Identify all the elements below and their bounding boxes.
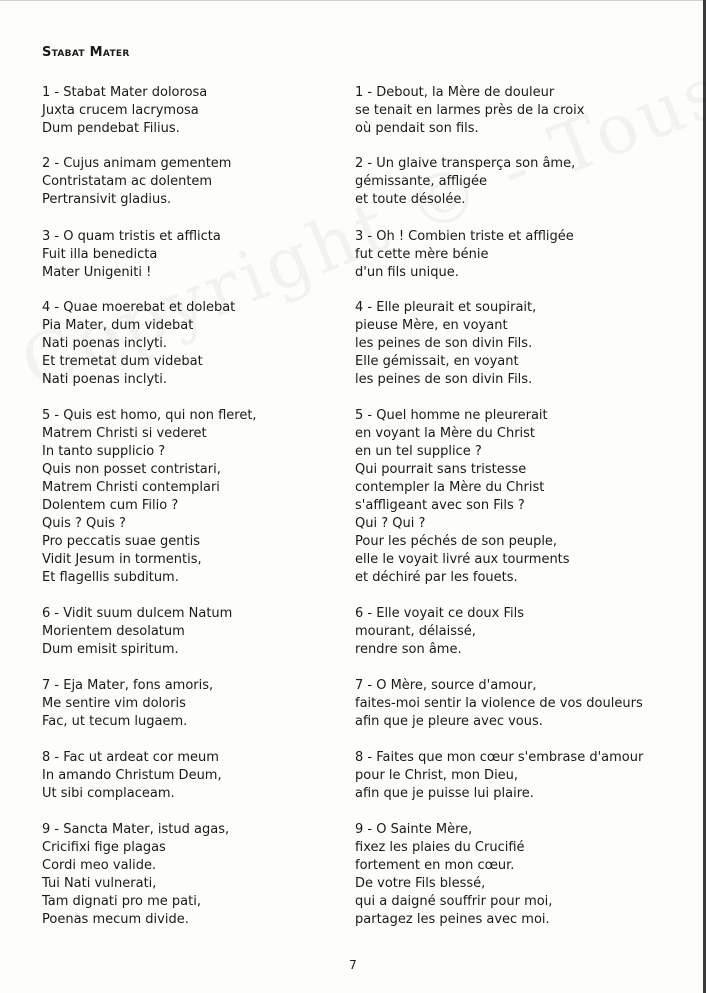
verse-line: les peines de son divin Fils.: [355, 336, 533, 351]
verse-line: fut cette mère bénie: [355, 247, 489, 262]
verse-line: 4 - Elle pleurait et soupirait,: [355, 300, 537, 315]
verse-line: 1 - Debout, la Mère de douleur: [355, 85, 555, 100]
verse-line: en voyant la Mère du Christ: [355, 426, 536, 441]
verse-line: fixez les plaies du Crucifié: [355, 840, 525, 855]
verse-line: Nati poenas inclyti.: [42, 336, 167, 351]
verse-line: Fac, ut tecum lugaem.: [42, 714, 188, 729]
verse-line: 4 - Quae moerebat et dolebat: [42, 300, 236, 315]
verse-line: 9 - Sancta Mater, istud agas,: [42, 822, 230, 837]
verse-line: 6 - Vidit suum dulcem Natum: [42, 606, 233, 621]
verse-line: contempler la Mère du Christ: [355, 480, 545, 495]
verse-line: Vidit Jesum in tormentis,: [42, 552, 202, 567]
page-top-edge: [0, 0, 706, 1]
verse-line: mourant, délaissé,: [355, 624, 476, 639]
stanza-3-french: [355, 228, 685, 282]
verse-line: Pia Mater, dum videbat: [42, 318, 194, 333]
verse-line: afin que je puisse lui plaire.: [355, 786, 534, 801]
verse-line: 7 - O Mère, source d'amour,: [355, 678, 537, 693]
verse-line: afin que je pleure avec vous.: [355, 714, 543, 729]
verse-line: Morientem desolatum: [42, 624, 185, 639]
stanza-1-french: [355, 84, 685, 138]
verse-line: et toute désolée.: [355, 192, 466, 207]
verse-line: 9 - O Sainte Mère,: [355, 822, 473, 837]
stanza-7-latin: [42, 677, 342, 731]
verse-line: Pro peccatis suae gentis: [42, 534, 200, 549]
verse-line: Dum emisit spiritum.: [42, 642, 179, 657]
verse-line: Me sentire vim doloris: [42, 696, 186, 711]
verse-line: pieuse Mère, en voyant: [355, 318, 508, 333]
verse-line: Elle gémissait, en voyant: [355, 354, 519, 369]
verse-line: Pour les péchés de son peuple,: [355, 534, 558, 549]
verse-line: où pendait son fils.: [355, 121, 479, 136]
verse-line: 6 - Elle voyait ce doux Fils: [355, 606, 525, 621]
verse-line: 8 - Faites que mon cœur s'embrase d'amour: [355, 750, 644, 765]
verse-line: Fuit illa benedicta: [42, 247, 158, 262]
verse-line: Cricifixi fige plagas: [42, 840, 166, 855]
verse-line: pour le Christ, mon Dieu,: [355, 768, 519, 783]
verse-line: et déchiré par les fouets.: [355, 570, 518, 585]
verse-line: Nati poenas inclyti.: [42, 372, 167, 387]
stanza-8-latin: [42, 749, 342, 803]
verse-line: 2 - Cujus animam gementem: [42, 156, 232, 171]
verse-line: Mater Unigeniti !: [42, 265, 152, 280]
verse-line: 7 - Eja Mater, fons amoris,: [42, 678, 214, 693]
verse-line: Ut sibi complaceam.: [42, 786, 175, 801]
stanza-3-latin: [42, 228, 342, 282]
verse-line: s'affligeant avec son Fils ?: [355, 498, 525, 513]
verse-line: Qui pourrait sans tristesse: [355, 462, 527, 477]
stanza-6-latin: [42, 605, 342, 659]
verse-line: Tam dignati pro me pati,: [42, 894, 201, 909]
stanza-4-latin: [42, 299, 342, 389]
verse-line: 3 - Oh ! Combien triste et affligée: [355, 229, 574, 244]
stanza-8-french: [355, 749, 685, 803]
verse-line: partagez les peines avec moi.: [355, 912, 550, 927]
verse-line: In tanto supplicio ?: [42, 444, 166, 459]
verse-line: se tenait en larmes près de la croix: [355, 103, 585, 118]
verse-line: en un tel supplice ?: [355, 444, 482, 459]
stanza-9-french: [355, 821, 685, 929]
verse-line: Cordi meo valide.: [42, 858, 157, 873]
page-title: Stabat Mater: [42, 45, 130, 60]
verse-line: Matrem Christi si vederet: [42, 426, 207, 441]
verse-line: Dum pendebat Filius.: [42, 121, 180, 136]
verse-line: Quis ? Quis ?: [42, 516, 126, 531]
stanza-4-french: [355, 299, 685, 389]
verse-line: gémissante, affligée: [355, 174, 488, 189]
verse-line: Quis non posset contristari,: [42, 462, 221, 477]
verse-line: Pertransivit gladius.: [42, 192, 172, 207]
stanza-1-latin: [42, 84, 342, 138]
verse-line: Poenas mecum divide.: [42, 912, 189, 927]
stanza-2-latin: [42, 155, 342, 209]
stanza-9-latin: [42, 821, 342, 929]
verse-line: qui a daigné souffrir pour moi,: [355, 894, 553, 909]
verse-line: 5 - Quel homme ne pleurerait: [355, 408, 548, 423]
verse-line: De votre Fils blessé,: [355, 876, 486, 891]
page-number: 7: [349, 958, 357, 972]
verse-line: 5 - Quis est homo, qui non fleret,: [42, 408, 257, 423]
verse-line: Et flagellis subditum.: [42, 570, 179, 585]
verse-line: fortement en mon cœur.: [355, 858, 515, 873]
stanza-7-french: [355, 677, 685, 731]
verse-line: Juxta crucem lacrymosa: [42, 103, 199, 118]
stanza-2-french: [355, 155, 685, 209]
verse-line: Matrem Christi contemplari: [42, 480, 220, 495]
verse-line: les peines de son divin Fils.: [355, 372, 533, 387]
verse-line: Tui Nati vulnerati,: [42, 876, 157, 891]
verse-line: 3 - O quam tristis et afflicta: [42, 229, 221, 244]
stanza-5-french: [355, 407, 685, 587]
verse-line: 1 - Stabat Mater dolorosa: [42, 85, 208, 100]
verse-line: 8 - Fac ut ardeat cor meum: [42, 750, 219, 765]
verse-line: elle le voyait livré aux tourments: [355, 552, 570, 567]
verse-line: Qui ? Qui ?: [355, 516, 426, 531]
verse-line: 2 - Un glaive transperça son âme,: [355, 156, 576, 171]
verse-line: faites-moi sentir la violence de vos douleurs: [355, 696, 643, 711]
verse-line: Et tremetat dum videbat: [42, 354, 203, 369]
verse-line: Contristatam ac dolentem: [42, 174, 213, 189]
verse-line: d'un fils unique.: [355, 265, 459, 280]
verse-line: Dolentem cum Filio ?: [42, 498, 179, 513]
stanza-5-latin: [42, 407, 342, 587]
stanza-6-french: [355, 605, 685, 659]
verse-line: rendre son âme.: [355, 642, 462, 657]
verse-line: In amando Christum Deum,: [42, 768, 222, 783]
